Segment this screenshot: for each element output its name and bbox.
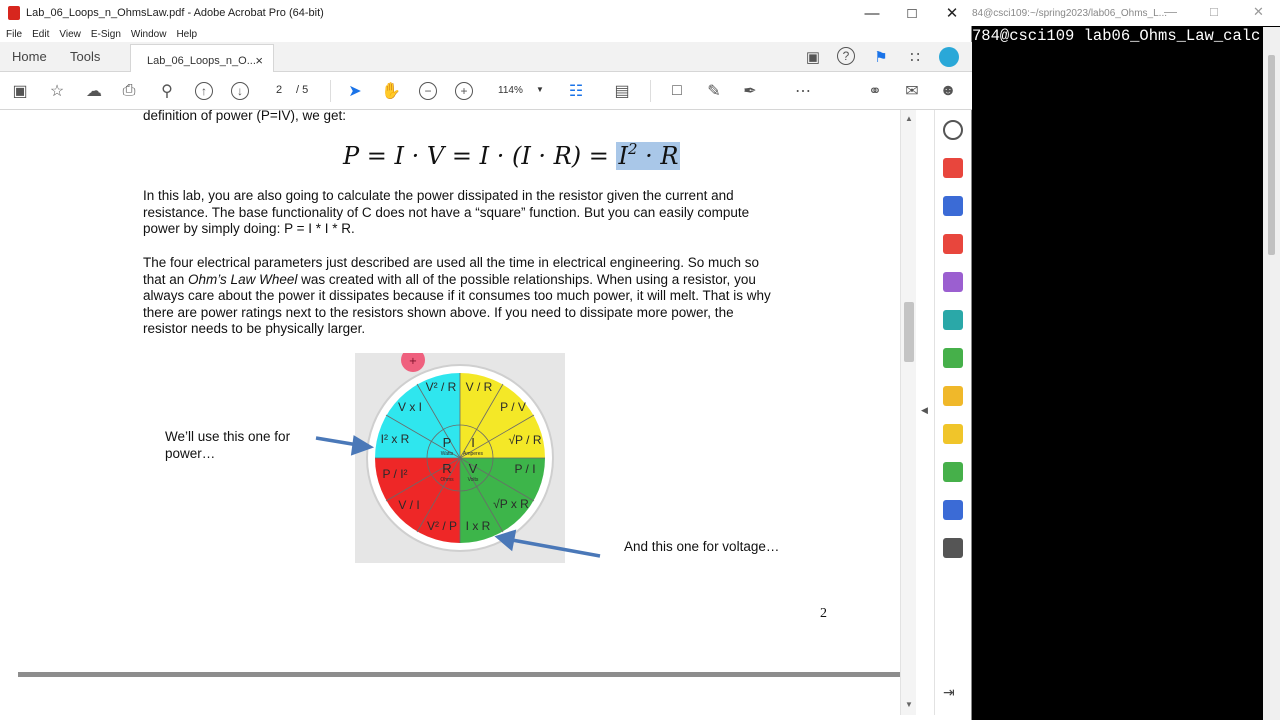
pdf-page xyxy=(18,110,900,670)
apps-grid-icon[interactable]: ∷ xyxy=(910,49,920,66)
tab-home[interactable]: Home xyxy=(12,49,47,64)
terminal-scrollbar-thumb[interactable] xyxy=(1268,55,1275,255)
text-line: We’ll use this one for xyxy=(165,429,291,444)
highlight-pen-icon[interactable]: ✎ xyxy=(707,83,721,100)
formula-label: V x I xyxy=(397,400,423,414)
tab-tools[interactable]: Tools xyxy=(70,49,101,64)
window-title: Lab_06_Loops_n_OhmsLaw.pdf - Adobe Acrobat Pro (64-bit) xyxy=(26,7,324,19)
text-line: power by simply doing: P = I * I * R. xyxy=(143,221,355,236)
acrobat-app-icon xyxy=(8,6,20,20)
tab-document[interactable] xyxy=(130,44,274,73)
toolbar-separator xyxy=(330,80,331,102)
page-total: / 5 xyxy=(296,84,309,96)
center-unit: Ohms xyxy=(440,477,454,483)
arrows-overlay xyxy=(18,110,900,670)
zoom-level-dropdown[interactable] xyxy=(488,81,550,101)
formula-label: V² / P xyxy=(426,519,458,533)
save-icon[interactable]: ▣ xyxy=(12,83,28,100)
center-letter: I xyxy=(471,435,475,450)
text-line: resistance. The base functionality of C does not have a “square” function. But you can easily compute xyxy=(143,204,750,220)
export-pdf-icon[interactable] xyxy=(943,196,963,216)
formula-label: V² / R xyxy=(425,380,457,394)
formula-i: I xyxy=(618,142,628,170)
toolbar-separator xyxy=(650,80,651,102)
share-screen-icon[interactable]: ▣ xyxy=(805,49,821,66)
zoom-level-value: 114% xyxy=(498,85,523,96)
notifications-bell-icon[interactable]: ⚑ xyxy=(874,49,888,66)
chevron-down-icon: ▼ xyxy=(536,85,544,94)
menu-edit[interactable]: Edit xyxy=(32,28,50,40)
tab-bar xyxy=(0,42,972,72)
more-tools-wrench-icon[interactable] xyxy=(943,538,963,558)
find-user-icon[interactable]: ☻ xyxy=(939,82,957,99)
draw-signature-icon[interactable]: ✒ xyxy=(743,83,757,100)
arrow-to-power xyxy=(316,438,358,445)
crosshair-cursor-icon: + xyxy=(408,356,418,367)
arrow-head-voltage xyxy=(498,532,514,548)
email-icon[interactable]: ✉ xyxy=(905,83,919,100)
title-bar xyxy=(0,0,972,26)
close-tab-icon[interactable]: × xyxy=(255,53,263,68)
print-icon[interactable]: ⎙ xyxy=(122,82,136,99)
formula-label: P / I xyxy=(514,462,536,476)
menu-help[interactable]: Help xyxy=(176,28,198,40)
text-line: there are power ratings next to the resistors shown above. If you need to dissipate more power, the xyxy=(143,304,734,320)
link-icon[interactable]: ⚭ xyxy=(868,83,882,100)
note-voltage: And this one for voltage… xyxy=(624,539,780,554)
arrow-to-voltage xyxy=(512,540,600,556)
terminal-maximize-button[interactable]: □ xyxy=(1210,4,1218,19)
help-icon[interactable]: ? xyxy=(837,47,855,65)
formula-label: √P x R xyxy=(493,497,529,511)
next-page-icon[interactable]: ↓ xyxy=(231,82,249,100)
center-unit: Amperes xyxy=(462,451,484,457)
create-pdf-icon[interactable] xyxy=(943,158,963,178)
formula-left: P = I · V = I · (I · R) = xyxy=(343,142,617,170)
text-line: In this lab, you are also going to calculate the power dissipated in the resistor given the current and xyxy=(143,188,734,203)
center-letter: V xyxy=(468,461,478,476)
tools-pane-toggle[interactable] xyxy=(916,110,934,715)
formula-label: V / I xyxy=(398,498,420,512)
menu-window[interactable]: Window xyxy=(130,28,167,40)
formula-r: · R xyxy=(637,142,679,170)
tools-pane xyxy=(934,110,971,715)
terminal-close-button[interactable]: ✕ xyxy=(1253,4,1264,19)
formula-label: V / R xyxy=(465,380,493,394)
text-line: power… xyxy=(165,445,216,461)
bookmark-star-icon[interactable]: ☆ xyxy=(49,83,65,100)
menu-bar xyxy=(0,26,972,42)
hand-tool-icon[interactable]: ✋ xyxy=(381,83,401,100)
ohms-law-wheel-term: Ohm’s Law Wheel xyxy=(188,271,298,287)
close-window-button[interactable]: ✕ xyxy=(945,5,959,22)
menu-file[interactable]: File xyxy=(6,28,23,40)
comment-icon[interactable]: □ xyxy=(672,82,682,99)
center-unit: Watts xyxy=(440,451,454,457)
sticky-note-icon[interactable] xyxy=(943,424,963,444)
terminal-minimize-button[interactable]: — xyxy=(1164,4,1177,19)
document-scrollbar[interactable] xyxy=(900,110,916,715)
annotation-arrows xyxy=(316,438,600,556)
terminal-prompt: 784@csci109 lab06_Ohms_Law_calc xyxy=(972,27,1261,45)
select-cursor-icon[interactable]: ➤ xyxy=(348,83,362,100)
document-tab-label: Lab_06_Loops_n_O... xyxy=(147,55,256,67)
formula-label: P / I² xyxy=(382,467,408,481)
center-unit: Volts xyxy=(467,477,479,483)
collapse-pane-icon[interactable]: ⇥ xyxy=(943,684,955,700)
search-icon[interactable]: ⚲ xyxy=(161,83,173,100)
intro-line: definition of power (P=IV), we get: xyxy=(143,110,346,123)
more-tools-icon[interactable]: ⋯ xyxy=(795,83,811,100)
maximize-button[interactable]: □ xyxy=(907,4,917,22)
zoom-search-icon[interactable] xyxy=(943,120,963,140)
menu-view[interactable]: View xyxy=(59,28,81,40)
previous-page-icon[interactable]: ↑ xyxy=(195,82,213,100)
terminal-title: 84@csci109:~/spring2023/lab06_Ohms_L... xyxy=(972,8,1167,19)
document-view[interactable] xyxy=(0,110,900,715)
terminal-window[interactable] xyxy=(972,0,1280,720)
arrow-head-power xyxy=(353,438,370,453)
text-line: The four electrical parameters just described are used all the time in electrical engineering. So much so xyxy=(143,255,760,270)
formula-label: I² x R xyxy=(380,432,410,446)
text-line: always care about the power it dissipates because if it consumes too much power, it will melt. That is why xyxy=(143,288,771,303)
page-number-input[interactable]: 2 xyxy=(275,84,283,96)
edit-pdf-icon[interactable] xyxy=(943,272,963,292)
print-production-icon[interactable] xyxy=(943,462,963,482)
upload-cloud-icon[interactable]: ☁ xyxy=(86,83,102,100)
compare-files-icon[interactable] xyxy=(943,348,963,368)
formula-label: I x R xyxy=(465,519,491,533)
minimize-button[interactable]: — xyxy=(864,4,880,22)
text-line: resistor needs to be physically larger. xyxy=(143,321,366,336)
zoom-in-icon[interactable]: + xyxy=(455,82,473,100)
scrollbar-thumb[interactable] xyxy=(904,302,914,362)
text-span: that an xyxy=(143,271,189,287)
terminal-scrollbar[interactable] xyxy=(1263,27,1280,720)
scrolling-mode-icon[interactable]: ▤ xyxy=(614,83,630,100)
protect-shield-icon[interactable] xyxy=(943,500,963,520)
formula-label: P / V xyxy=(500,400,526,414)
collapse-left-icon: ◀ xyxy=(921,405,928,415)
formula-label: √P / R xyxy=(508,433,542,447)
terminal-title-bar xyxy=(972,0,1280,26)
page-separator xyxy=(18,672,900,677)
page-number: 2 xyxy=(820,606,827,621)
organize-pages-icon[interactable] xyxy=(943,234,963,254)
text-span: was created with all of the possible relationships. When using a resistor, you xyxy=(297,271,756,287)
zoom-out-icon[interactable]: − xyxy=(419,82,437,100)
menu-esign[interactable]: E-Sign xyxy=(90,28,121,40)
center-letter: P xyxy=(442,435,452,450)
account-avatar[interactable] xyxy=(939,47,959,67)
scroll-up-icon[interactable]: ▲ xyxy=(905,114,913,123)
scroll-down-icon[interactable]: ▼ xyxy=(905,700,913,709)
page-fit-icon[interactable]: ☷ xyxy=(568,83,584,100)
main-toolbar xyxy=(0,72,972,110)
send-for-review-icon[interactable] xyxy=(943,310,963,330)
center-letter: R xyxy=(442,461,452,476)
comment-tool-icon[interactable] xyxy=(943,386,963,406)
formula-exponent: 2 xyxy=(627,140,638,158)
